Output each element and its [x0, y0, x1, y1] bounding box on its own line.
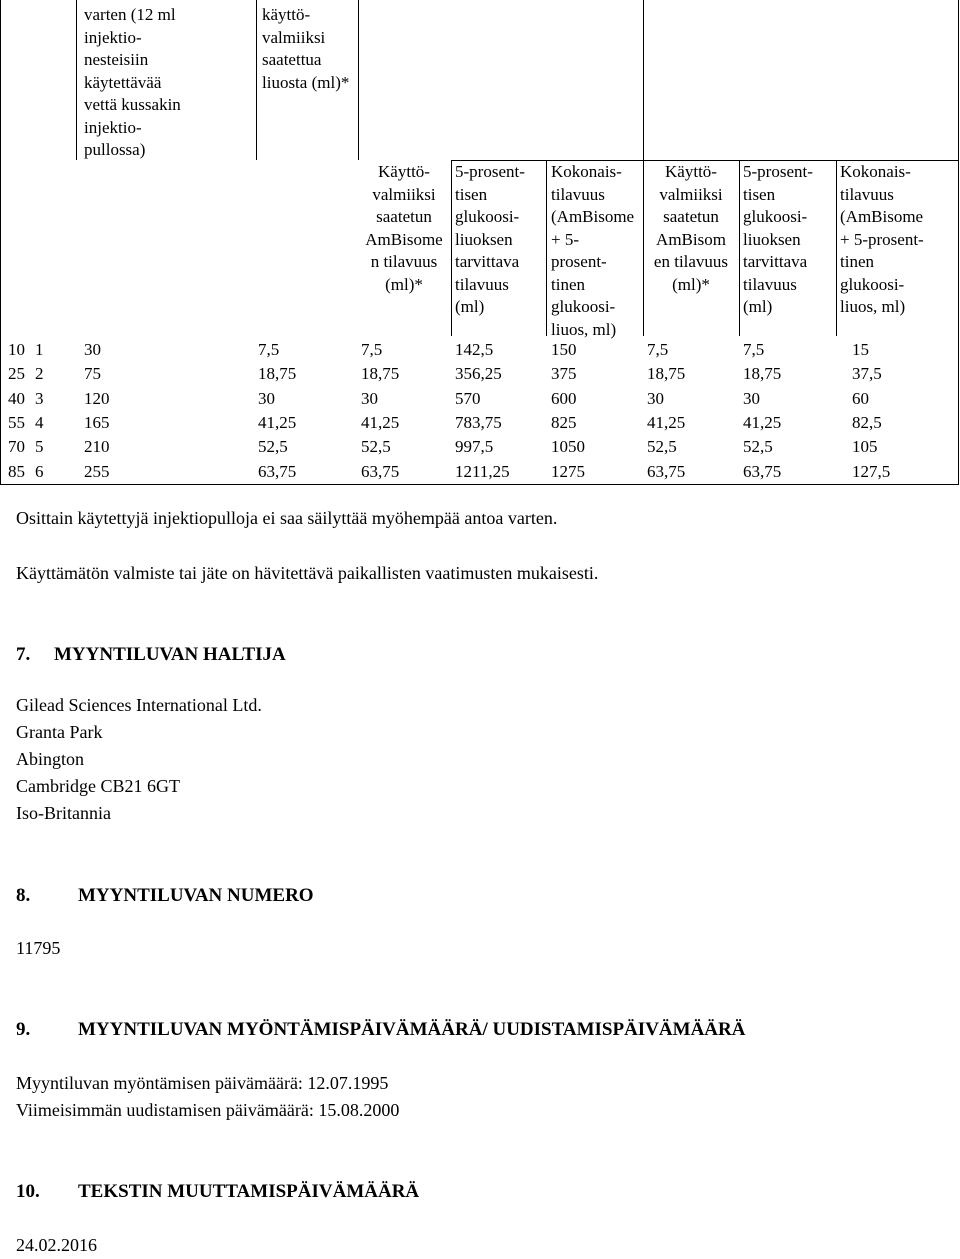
revision-date: 24.02.2016 [16, 1235, 97, 1255]
table-cell: 210 [84, 437, 110, 457]
holder-address-line: Granta Park [16, 722, 103, 742]
table-cell: 7,5 [743, 340, 765, 359]
table-cell: 63,75 [361, 461, 400, 481]
table-border [958, 0, 959, 485]
table-border [451, 160, 452, 336]
section-10-title: TEKSTIN MUUTTAMISPÄIVÄMÄÄRÄ [78, 1181, 420, 1202]
table-cell: 5 [35, 437, 44, 457]
table-cell: 30 [743, 388, 760, 408]
header-col-total-2: Kokonais- tilavuus (AmBisome + 5-prosent- tinen glukoosi- liuos, ml) [840, 162, 924, 316]
table-cell: 997,5 [455, 437, 494, 457]
table-cell: 52,5 [361, 437, 391, 457]
header-water-volume: varten (12 ml injektio- nesteisiin käytettävää vettä kussakin injektio- pullossa) [84, 5, 181, 159]
storage-note: Osittain käytettyjä injektiopulloja ei saa säilyttää myöhempää antoa varten. [16, 508, 558, 528]
table-cell: 255 [84, 461, 110, 481]
table-border [643, 0, 644, 160]
table-cell: 7,5 [647, 340, 669, 359]
table-cell: 37,5 [852, 364, 882, 384]
header-reconstituted-volume: käyttö- valmiiksi saatettua liuosta (ml)* [262, 5, 350, 92]
table-cell: 60 [852, 388, 869, 408]
table-border [0, 0, 1, 485]
table-cell: 1275 [551, 461, 585, 481]
table-cell: 82,5 [852, 412, 882, 432]
table-cell: 52,5 [743, 437, 773, 457]
section-8-title: MYYNTILUVAN NUMERO [78, 885, 314, 906]
table-cell: 3 [35, 388, 44, 408]
section-10-number: 10. [16, 1181, 40, 1202]
authorisation-number: 11795 [16, 938, 61, 958]
table-cell: 70 [8, 437, 25, 457]
table-cell: 7,5 [258, 340, 280, 359]
table-cell: 356,25 [455, 364, 502, 384]
holder-address-line: Cambridge CB21 6GT [16, 776, 180, 796]
table-cell: 52,5 [258, 437, 288, 457]
table-cell: 570 [455, 388, 481, 408]
holder-address-line: Iso-Britannia [16, 803, 111, 823]
table-border [256, 0, 257, 160]
table-cell: 18,75 [361, 364, 400, 384]
table-cell: 120 [84, 388, 110, 408]
holder-address-line: Abington [16, 749, 85, 769]
header-col-reconstituted-2: Käyttö- valmiiksi saatetun AmBisom en tilavuus (ml)* [653, 162, 729, 294]
section-9-number: 9. [16, 1019, 31, 1040]
table-border [643, 160, 644, 336]
table-border [836, 160, 837, 336]
header-col-glucose-1: 5-prosent- tisen glukoosi- liuoksen tarvittava tilavuus (ml) [455, 162, 525, 316]
table-cell: 1 [35, 340, 44, 359]
first-authorisation-date: Myyntiluvan myöntämisen päivämäärä: 12.07.1995 [16, 1073, 389, 1093]
table-cell: 10 [8, 340, 25, 359]
table-cell: 825 [551, 412, 577, 432]
table-cell: 30 [258, 388, 275, 408]
table-cell: 1211,25 [455, 461, 510, 481]
table-cell: 30 [361, 388, 378, 408]
table-border [358, 0, 359, 160]
table-cell: 127,5 [852, 461, 891, 481]
table-cell: 41,25 [258, 412, 297, 432]
holder-address-line: Gilead Sciences International Ltd. [16, 695, 262, 715]
table-cell: 1050 [551, 437, 585, 457]
table-cell: 18,75 [743, 364, 782, 384]
disposal-note: Käyttämätön valmiste tai jäte on hävitettävä paikallisten vaatimusten mukaisesti. [16, 563, 599, 583]
table-cell: 41,25 [647, 412, 686, 432]
table-cell: 52,5 [647, 437, 677, 457]
table-cell: 375 [551, 364, 577, 384]
table-cell: 2 [35, 364, 44, 384]
table-cell: 30 [84, 340, 101, 359]
table-cell: 41,25 [743, 412, 782, 432]
header-col-total-1: Kokonais- tilavuus (AmBisome + 5- prosent- tinen glukoosi- liuos, ml) [551, 162, 635, 339]
table-cell: 30 [647, 388, 664, 408]
section-7-title: MYYNTILUVAN HALTIJA [54, 644, 286, 665]
table-cell: 142,5 [455, 340, 494, 359]
dosage-table [0, 0, 960, 485]
table-border [546, 160, 547, 336]
table-cell: 600 [551, 388, 577, 408]
table-cell: 7,5 [361, 340, 383, 359]
table-cell: 85 [8, 461, 25, 481]
table-cell: 165 [84, 412, 110, 432]
table-cell: 55 [8, 412, 25, 432]
section-9-title: MYYNTILUVAN MYÖNTÄMISPÄIVÄMÄÄRÄ/ UUDISTAMISPÄIVÄMÄÄRÄ [78, 1019, 746, 1040]
header-col-glucose-2: 5-prosent- tisen glukoosi- liuoksen tarvittava tilavuus (ml) [743, 162, 813, 316]
header-col-reconstituted-1: Käyttö- valmiiksi saatetun AmBisome n tilavuus (ml)* [365, 162, 443, 294]
table-cell: 105 [852, 437, 878, 457]
table-cell: 18,75 [647, 364, 686, 384]
table-cell: 75 [84, 364, 101, 384]
table-border [0, 484, 959, 485]
table-cell: 4 [35, 412, 44, 432]
table-cell: 63,75 [647, 461, 686, 481]
table-cell: 63,75 [743, 461, 782, 481]
table-cell: 63,75 [258, 461, 297, 481]
table-cell: 18,75 [258, 364, 297, 384]
table-cell: 25 [8, 364, 25, 384]
section-7-number: 7. [16, 644, 31, 665]
table-border [76, 0, 77, 160]
table-cell: 6 [35, 461, 44, 481]
section-8-number: 8. [16, 885, 31, 906]
table-cell: 783,75 [455, 412, 502, 432]
latest-renewal-date: Viimeisimmän uudistamisen päivämäärä: 15.08.2000 [16, 1100, 400, 1120]
table-cell: 41,25 [361, 412, 400, 432]
table-border [739, 160, 740, 336]
table-cell: 40 [8, 388, 25, 408]
table-cell: 15 [852, 340, 869, 359]
table-cell: 150 [551, 340, 577, 359]
